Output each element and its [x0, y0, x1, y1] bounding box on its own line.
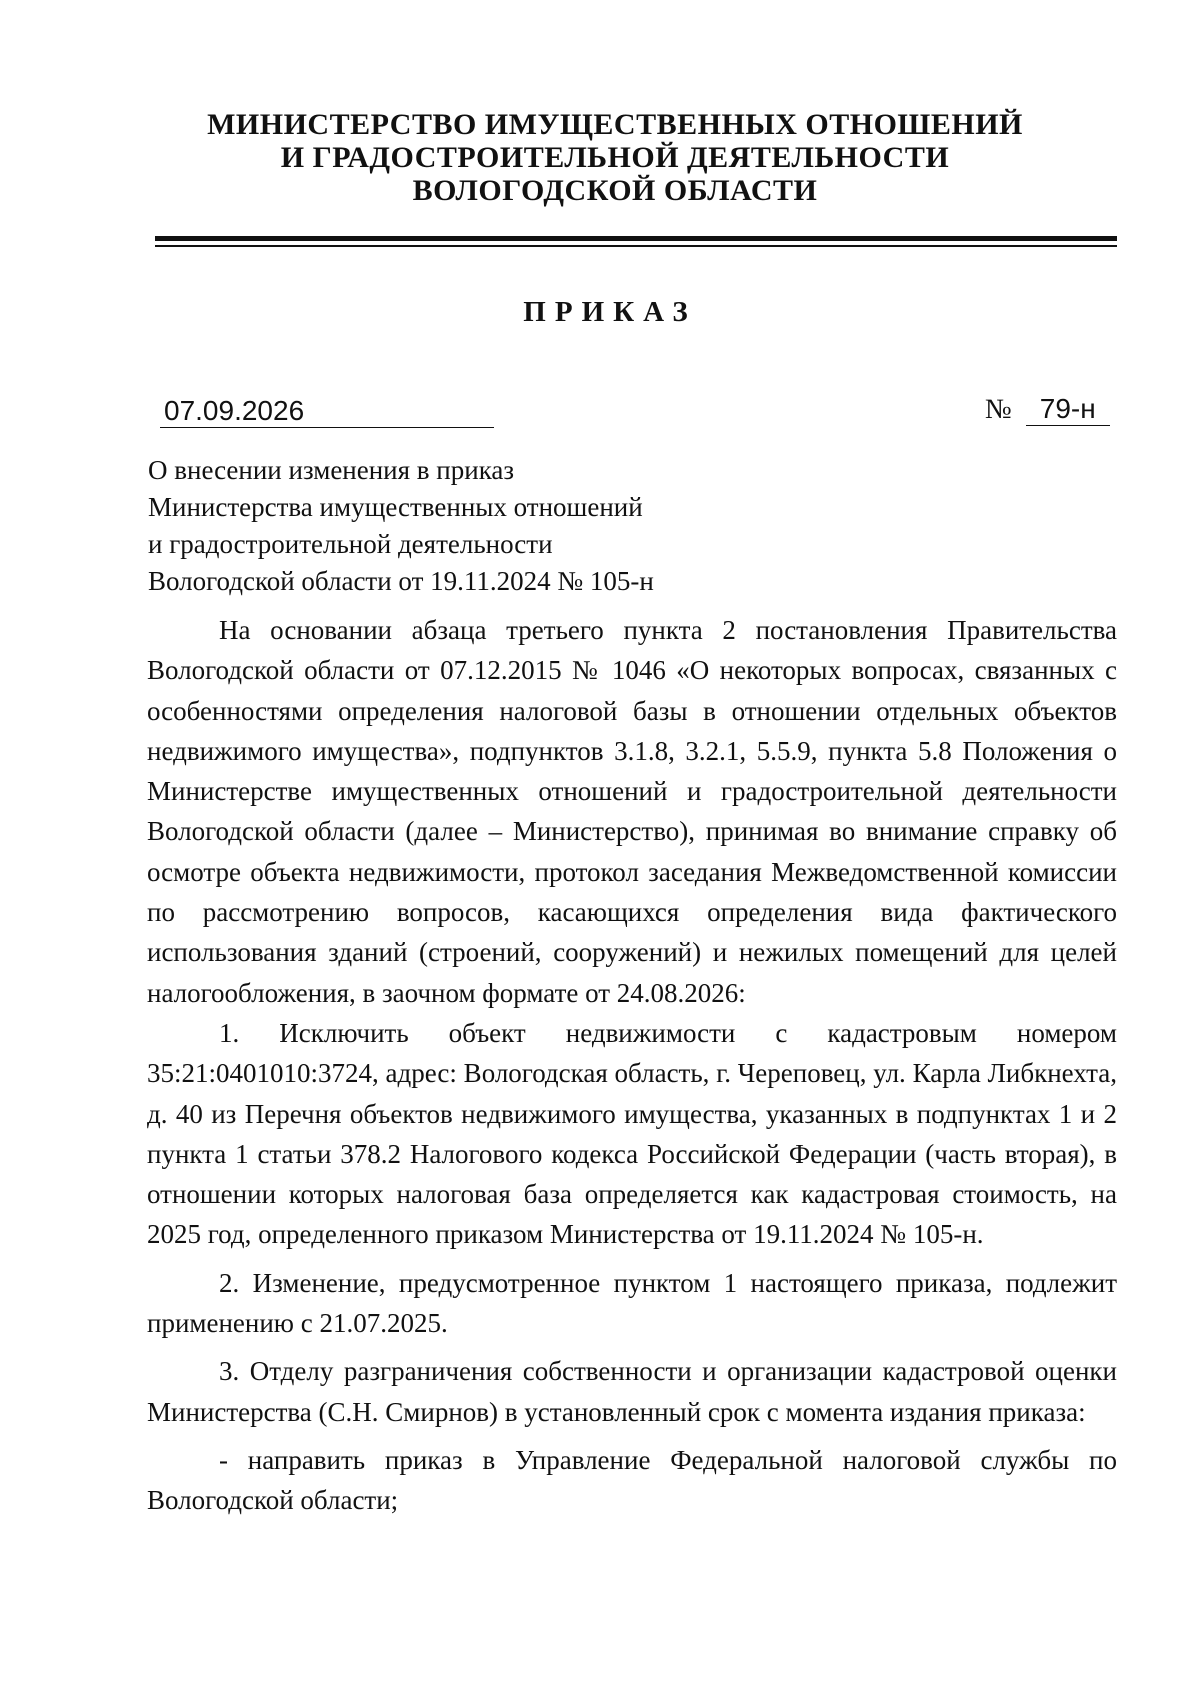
preamble-paragraph: На основании абзаца третьего пункта 2 постановления Правительства Вологодской области от 07.12.2015 № 1046 «О некоторых вопросах, связанных с особенностями определения налоговой базы в отношении отдельных объектов недвижимого имущества», подпунктов 3.1.8, 3.2.1, 5.5.9, пункта 5.8 Положения о Министерстве имущественных отношений и градостроительной деятельности Вологодской области (далее – Министерство), принимая во внимание справку об осмотре объекта недвижимости, протокол заседания Межведомственной комиссии по рассмотрению вопросов, касающихся определения вида фактического использования зданий (строений, сооружений) и нежилых помещений для целей налогообложения, в заочном формате от 24.08.2026:	[147, 615, 1117, 1008]
ministry-header-line-2: И ГРАДОСТРОИТЕЛЬНОЙ ДЕЯТЕЛЬНОСТИ	[280, 141, 950, 174]
header-divider-thin	[155, 245, 1117, 247]
item-3-paragraph: 3. Отделу разграничения собственности и организации кадастровой оценки Министерства (С.Н. Смирнов) в установленный срок с момента издания приказа:	[147, 1356, 1117, 1427]
order-number-block	[985, 393, 1110, 426]
header-divider-thick	[155, 236, 1117, 241]
item-2-paragraph: 2. Изменение, предусмотренное пунктом 1 настоящего приказа, подлежит применению с 21.07.2025.	[147, 1267, 1117, 1339]
subject-line-2: Министерства имущественных отношений	[148, 492, 643, 522]
order-number: 79-н	[1026, 393, 1110, 426]
subject-line-4: Вологодской области от 19.11.2024 № 105-н	[148, 566, 654, 596]
document-type-title: ПРИКАЗ	[523, 296, 697, 328]
item-1-paragraph: 1. Исключить объект недвижимости с кадастровым номером 35:21:0401010:3724, адрес: Вологодская область, г. Череповец, ул. Карла Либкнехта, д. 40 из Перечня объектов недвижимого имущества, указанных в подпунктах 1 и 2 пункта 1 статьи 378.2 Налогового кодекса Российской Федерации (часть вторая), в отношении которых налоговая база определяется как кадастровая стоимость, на 2025 год, определенного приказом Министерства от 19.11.2024 № 105-н.	[147, 1017, 1117, 1250]
order-date: 07.09.2026	[160, 395, 494, 428]
ministry-header	[0, 108, 1200, 207]
order-body	[147, 610, 1117, 1521]
order-subject	[148, 452, 654, 600]
subject-line-1: О внесении изменения в приказ	[148, 455, 515, 485]
item-3-subitem-1: - направить приказ в Управление Федеральной налоговой службы по Вологодской области;	[147, 1444, 1117, 1516]
subject-line-3: и градостроительной деятельности	[148, 529, 553, 559]
ministry-header-line-1: МИНИСТЕРСТВО ИМУЩЕСТВЕННЫХ ОТНОШЕНИЙ	[207, 108, 1023, 141]
ministry-header-line-3: ВОЛОГОДСКОЙ ОБЛАСТИ	[412, 174, 818, 207]
number-sign: №	[985, 394, 1012, 425]
